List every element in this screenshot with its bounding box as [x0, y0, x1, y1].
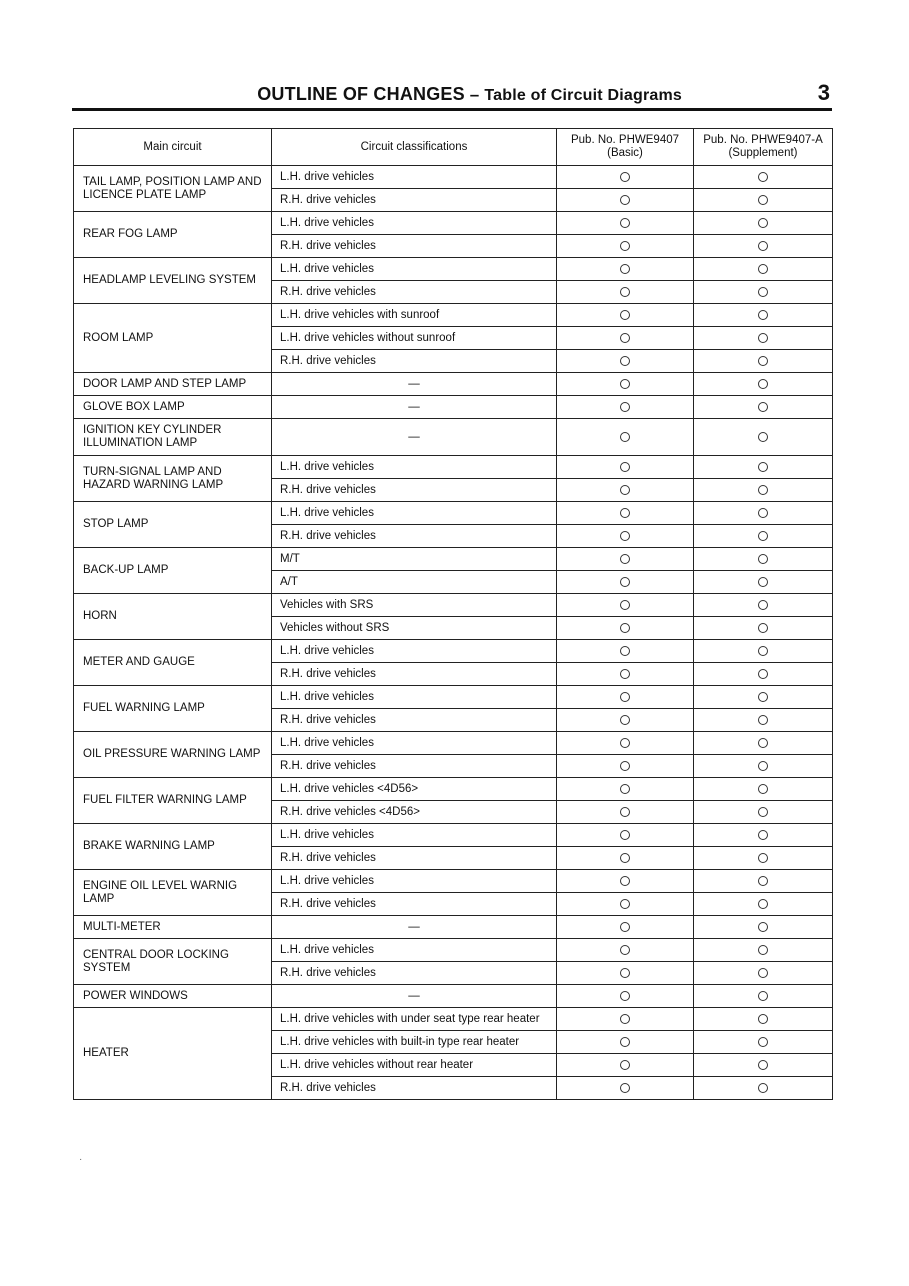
table-row: [74, 456, 833, 479]
supplement-mark-cell: [694, 571, 833, 594]
basic-mark-cell: [557, 962, 694, 985]
supplement-mark-cell: [694, 212, 833, 235]
basic-mark-cell: [557, 893, 694, 916]
circle-mark-icon: [758, 669, 768, 679]
supplement-mark-cell: [694, 258, 833, 281]
circle-mark-icon: [758, 218, 768, 228]
circle-mark-icon: [620, 1060, 630, 1070]
circle-mark-icon: [620, 172, 630, 182]
supplement-mark-cell: [694, 235, 833, 258]
circle-mark-icon: [620, 462, 630, 472]
table-row: [74, 686, 833, 709]
main-circuit-cell: TURN-SIGNAL LAMP AND HAZARD WARNING LAMP: [74, 456, 272, 502]
supplement-mark-cell: [694, 640, 833, 663]
circle-mark-icon: [758, 333, 768, 343]
basic-mark-cell: [557, 870, 694, 893]
circle-mark-icon: [620, 784, 630, 794]
supplement-mark-cell: [694, 304, 833, 327]
table-header-row: [74, 129, 833, 166]
supplement-mark-cell: [694, 456, 833, 479]
classification-cell: R.H. drive vehicles: [272, 893, 557, 916]
main-circuit-cell: FUEL WARNING LAMP: [74, 686, 272, 732]
circle-mark-icon: [620, 531, 630, 541]
classification-cell: —: [272, 373, 557, 396]
page-title: [257, 84, 682, 105]
basic-mark-cell: [557, 755, 694, 778]
basic-mark-cell: [557, 571, 694, 594]
basic-mark-cell: [557, 373, 694, 396]
table-row: [74, 939, 833, 962]
circle-mark-icon: [620, 287, 630, 297]
classification-cell: R.H. drive vehicles: [272, 350, 557, 373]
main-circuit-cell: ENGINE OIL LEVEL WARNIG LAMP: [74, 870, 272, 916]
basic-mark-cell: [557, 419, 694, 456]
circle-mark-icon: [620, 402, 630, 412]
supplement-mark-cell: [694, 778, 833, 801]
basic-mark-cell: [557, 235, 694, 258]
circle-mark-icon: [758, 577, 768, 587]
column-header-supplement-label: (Supplement): [728, 147, 798, 159]
basic-mark-cell: [557, 916, 694, 939]
main-circuit-cell: ROOM LAMP: [74, 304, 272, 373]
circle-mark-icon: [758, 738, 768, 748]
table-row: [74, 985, 833, 1008]
circle-mark-icon: [758, 462, 768, 472]
supplement-mark-cell: [694, 502, 833, 525]
classification-cell: L.H. drive vehicles: [272, 939, 557, 962]
column-header-supplement: [694, 129, 833, 166]
supplement-mark-cell: [694, 525, 833, 548]
circle-mark-icon: [620, 991, 630, 1001]
circle-mark-icon: [758, 264, 768, 274]
column-header-supplement-pub: Pub. No. PHWE9407-A: [703, 134, 823, 146]
basic-mark-cell: [557, 778, 694, 801]
circle-mark-icon: [620, 333, 630, 343]
page-title-separator: –: [464, 85, 485, 104]
basic-mark-cell: [557, 281, 694, 304]
basic-mark-cell: [557, 502, 694, 525]
classification-cell: R.H. drive vehicles: [272, 1077, 557, 1100]
circle-mark-icon: [758, 945, 768, 955]
circle-mark-icon: [758, 807, 768, 817]
circle-mark-icon: [758, 241, 768, 251]
classification-cell: R.H. drive vehicles: [272, 847, 557, 870]
basic-mark-cell: [557, 327, 694, 350]
classification-cell: L.H. drive vehicles: [272, 502, 557, 525]
circle-mark-icon: [620, 1037, 630, 1047]
page-header: [72, 80, 832, 111]
circle-mark-icon: [758, 379, 768, 389]
circle-mark-icon: [758, 784, 768, 794]
basic-mark-cell: [557, 1077, 694, 1100]
circuit-diagram-table: [73, 128, 833, 1100]
supplement-mark-cell: [694, 327, 833, 350]
basic-mark-cell: [557, 548, 694, 571]
main-circuit-cell: STOP LAMP: [74, 502, 272, 548]
circle-mark-icon: [620, 899, 630, 909]
circle-mark-icon: [620, 508, 630, 518]
supplement-mark-cell: [694, 663, 833, 686]
table-row: [74, 258, 833, 281]
basic-mark-cell: [557, 617, 694, 640]
circle-mark-icon: [620, 218, 630, 228]
table-row: [74, 916, 833, 939]
basic-mark-cell: [557, 1008, 694, 1031]
classification-cell: R.H. drive vehicles: [272, 962, 557, 985]
circle-mark-icon: [620, 485, 630, 495]
main-circuit-cell: GLOVE BOX LAMP: [74, 396, 272, 419]
basic-mark-cell: [557, 939, 694, 962]
basic-mark-cell: [557, 456, 694, 479]
main-circuit-cell: FUEL FILTER WARNING LAMP: [74, 778, 272, 824]
circle-mark-icon: [758, 876, 768, 886]
circle-mark-icon: [758, 356, 768, 366]
page-title-main: OUTLINE OF CHANGES: [257, 84, 465, 104]
circle-mark-icon: [758, 554, 768, 564]
circle-mark-icon: [620, 646, 630, 656]
circle-mark-icon: [758, 692, 768, 702]
basic-mark-cell: [557, 663, 694, 686]
supplement-mark-cell: [694, 732, 833, 755]
classification-cell: R.H. drive vehicles: [272, 709, 557, 732]
supplement-mark-cell: [694, 870, 833, 893]
main-circuit-cell: HORN: [74, 594, 272, 640]
circle-mark-icon: [620, 1083, 630, 1093]
classification-cell: A/T: [272, 571, 557, 594]
supplement-mark-cell: [694, 373, 833, 396]
main-circuit-cell: HEADLAMP LEVELING SYSTEM: [74, 258, 272, 304]
classification-cell: L.H. drive vehicles: [272, 212, 557, 235]
circle-mark-icon: [620, 968, 630, 978]
supplement-mark-cell: [694, 801, 833, 824]
table-row: [74, 548, 833, 571]
classification-cell: —: [272, 396, 557, 419]
main-circuit-cell: BACK-UP LAMP: [74, 548, 272, 594]
circle-mark-icon: [758, 287, 768, 297]
table-row: [74, 212, 833, 235]
circle-mark-icon: [758, 310, 768, 320]
circle-mark-icon: [620, 379, 630, 389]
basic-mark-cell: [557, 847, 694, 870]
column-header-main-circuit: Main circuit: [74, 129, 272, 166]
basic-mark-cell: [557, 732, 694, 755]
classification-cell: R.H. drive vehicles: [272, 525, 557, 548]
main-circuit-cell: OIL PRESSURE WARNING LAMP: [74, 732, 272, 778]
circle-mark-icon: [620, 195, 630, 205]
table-body: [74, 166, 833, 1100]
supplement-mark-cell: [694, 686, 833, 709]
supplement-mark-cell: [694, 166, 833, 189]
table-row: [74, 870, 833, 893]
circle-mark-icon: [758, 761, 768, 771]
classification-cell: L.H. drive vehicles: [272, 824, 557, 847]
circle-mark-icon: [758, 195, 768, 205]
basic-mark-cell: [557, 166, 694, 189]
table-row: [74, 419, 833, 456]
main-circuit-cell: DOOR LAMP AND STEP LAMP: [74, 373, 272, 396]
circle-mark-icon: [758, 922, 768, 932]
table-row: [74, 502, 833, 525]
table-row: [74, 732, 833, 755]
circle-mark-icon: [620, 1014, 630, 1024]
classification-cell: L.H. drive vehicles: [272, 732, 557, 755]
classification-cell: L.H. drive vehicles with under seat type rear heater: [272, 1008, 557, 1031]
classification-cell: R.H. drive vehicles: [272, 663, 557, 686]
main-circuit-cell: MULTI-METER: [74, 916, 272, 939]
classification-cell: L.H. drive vehicles with sunroof: [272, 304, 557, 327]
table-row: [74, 304, 833, 327]
classification-cell: —: [272, 419, 557, 456]
basic-mark-cell: [557, 212, 694, 235]
circle-mark-icon: [758, 1037, 768, 1047]
circle-mark-icon: [620, 432, 630, 442]
supplement-mark-cell: [694, 939, 833, 962]
basic-mark-cell: [557, 189, 694, 212]
classification-cell: L.H. drive vehicles: [272, 456, 557, 479]
circle-mark-icon: [620, 761, 630, 771]
basic-mark-cell: [557, 640, 694, 663]
circle-mark-icon: [758, 508, 768, 518]
main-circuit-cell: CENTRAL DOOR LOCKING SYSTEM: [74, 939, 272, 985]
classification-cell: L.H. drive vehicles: [272, 640, 557, 663]
circle-mark-icon: [620, 830, 630, 840]
basic-mark-cell: [557, 686, 694, 709]
table-row: [74, 1008, 833, 1031]
supplement-mark-cell: [694, 189, 833, 212]
circle-mark-icon: [620, 945, 630, 955]
circle-mark-icon: [758, 172, 768, 182]
classification-cell: L.H. drive vehicles <4D56>: [272, 778, 557, 801]
supplement-mark-cell: [694, 847, 833, 870]
table-row: [74, 640, 833, 663]
basic-mark-cell: [557, 709, 694, 732]
main-circuit-cell: TAIL LAMP, POSITION LAMP AND LICENCE PLATE LAMP: [74, 166, 272, 212]
supplement-mark-cell: [694, 962, 833, 985]
circle-mark-icon: [758, 853, 768, 863]
basic-mark-cell: [557, 258, 694, 281]
basic-mark-cell: [557, 304, 694, 327]
circle-mark-icon: [758, 600, 768, 610]
circle-mark-icon: [620, 554, 630, 564]
basic-mark-cell: [557, 350, 694, 373]
main-circuit-cell: METER AND GAUGE: [74, 640, 272, 686]
main-circuit-cell: IGNITION KEY CYLINDER ILLUMINATION LAMP: [74, 419, 272, 456]
circle-mark-icon: [620, 310, 630, 320]
supplement-mark-cell: [694, 548, 833, 571]
basic-mark-cell: [557, 801, 694, 824]
circle-mark-icon: [758, 646, 768, 656]
column-header-circuit-classifications: Circuit classifications: [272, 129, 557, 166]
supplement-mark-cell: [694, 419, 833, 456]
supplement-mark-cell: [694, 350, 833, 373]
supplement-mark-cell: [694, 755, 833, 778]
classification-cell: Vehicles with SRS: [272, 594, 557, 617]
supplement-mark-cell: [694, 281, 833, 304]
circle-mark-icon: [620, 356, 630, 366]
supplement-mark-cell: [694, 1077, 833, 1100]
column-header-basic: [557, 129, 694, 166]
main-circuit-cell: HEATER: [74, 1008, 272, 1100]
classification-cell: L.H. drive vehicles: [272, 166, 557, 189]
classification-cell: —: [272, 985, 557, 1008]
main-circuit-cell: REAR FOG LAMP: [74, 212, 272, 258]
circle-mark-icon: [620, 669, 630, 679]
circle-mark-icon: [758, 531, 768, 541]
column-header-basic-label: (Basic): [607, 147, 643, 159]
page-number: 3: [817, 80, 830, 105]
basic-mark-cell: [557, 985, 694, 1008]
table-row: [74, 778, 833, 801]
supplement-mark-cell: [694, 824, 833, 847]
basic-mark-cell: [557, 824, 694, 847]
supplement-mark-cell: [694, 594, 833, 617]
classification-cell: R.H. drive vehicles: [272, 235, 557, 258]
classification-cell: R.H. drive vehicles: [272, 755, 557, 778]
circle-mark-icon: [620, 692, 630, 702]
circle-mark-icon: [620, 807, 630, 817]
circle-mark-icon: [758, 1014, 768, 1024]
table-row: [74, 396, 833, 419]
classification-cell: L.H. drive vehicles without rear heater: [272, 1054, 557, 1077]
classification-cell: L.H. drive vehicles: [272, 686, 557, 709]
supplement-mark-cell: [694, 479, 833, 502]
main-circuit-cell: BRAKE WARNING LAMP: [74, 824, 272, 870]
circle-mark-icon: [620, 738, 630, 748]
circle-mark-icon: [620, 715, 630, 725]
table-row: [74, 594, 833, 617]
basic-mark-cell: [557, 479, 694, 502]
table-row: [74, 373, 833, 396]
page-title-sub: Table of Circuit Diagrams: [484, 87, 682, 104]
main-circuit-cell: POWER WINDOWS: [74, 985, 272, 1008]
circle-mark-icon: [758, 1083, 768, 1093]
circle-mark-icon: [620, 600, 630, 610]
circle-mark-icon: [620, 853, 630, 863]
basic-mark-cell: [557, 396, 694, 419]
circle-mark-icon: [758, 991, 768, 1001]
table-row: [74, 166, 833, 189]
classification-cell: R.H. drive vehicles: [272, 281, 557, 304]
circle-mark-icon: [758, 715, 768, 725]
circle-mark-icon: [758, 830, 768, 840]
classification-cell: R.H. drive vehicles: [272, 189, 557, 212]
supplement-mark-cell: [694, 396, 833, 419]
stray-mark: ·: [79, 1154, 83, 1165]
circle-mark-icon: [620, 241, 630, 251]
basic-mark-cell: [557, 1031, 694, 1054]
supplement-mark-cell: [694, 617, 833, 640]
circle-mark-icon: [758, 402, 768, 412]
classification-cell: R.H. drive vehicles: [272, 479, 557, 502]
classification-cell: L.H. drive vehicles without sunroof: [272, 327, 557, 350]
circle-mark-icon: [620, 922, 630, 932]
basic-mark-cell: [557, 1054, 694, 1077]
classification-cell: L.H. drive vehicles with built-in type rear heater: [272, 1031, 557, 1054]
circle-mark-icon: [758, 1060, 768, 1070]
classification-cell: L.H. drive vehicles: [272, 870, 557, 893]
supplement-mark-cell: [694, 1054, 833, 1077]
basic-mark-cell: [557, 525, 694, 548]
basic-mark-cell: [557, 594, 694, 617]
supplement-mark-cell: [694, 985, 833, 1008]
table-row: [74, 824, 833, 847]
supplement-mark-cell: [694, 709, 833, 732]
circle-mark-icon: [758, 485, 768, 495]
circle-mark-icon: [758, 899, 768, 909]
column-header-basic-pub: Pub. No. PHWE9407: [570, 134, 680, 146]
circle-mark-icon: [758, 968, 768, 978]
circle-mark-icon: [758, 432, 768, 442]
classification-cell: R.H. drive vehicles <4D56>: [272, 801, 557, 824]
circle-mark-icon: [620, 264, 630, 274]
classification-cell: Vehicles without SRS: [272, 617, 557, 640]
supplement-mark-cell: [694, 1008, 833, 1031]
circle-mark-icon: [620, 876, 630, 886]
classification-cell: —: [272, 916, 557, 939]
supplement-mark-cell: [694, 916, 833, 939]
classification-cell: L.H. drive vehicles: [272, 258, 557, 281]
circle-mark-icon: [620, 623, 630, 633]
classification-cell: M/T: [272, 548, 557, 571]
supplement-mark-cell: [694, 893, 833, 916]
circle-mark-icon: [620, 577, 630, 587]
circle-mark-icon: [758, 623, 768, 633]
supplement-mark-cell: [694, 1031, 833, 1054]
